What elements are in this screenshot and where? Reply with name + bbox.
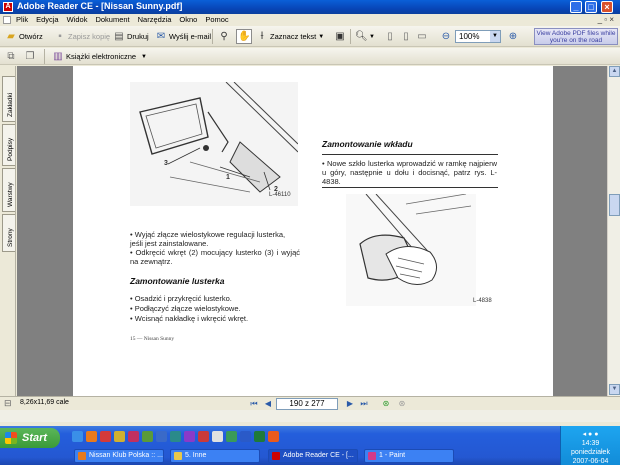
callout-1: 1 — [226, 174, 230, 181]
horizontal-scrollbar[interactable] — [0, 410, 620, 422]
go-back-button[interactable] — [380, 398, 392, 409]
close-icon: × — [604, 2, 610, 12]
zoom-field[interactable] — [455, 30, 501, 43]
snapshot-button[interactable] — [334, 29, 346, 44]
go-forward-button[interactable] — [396, 398, 408, 409]
zoom-in-button[interactable] — [507, 29, 519, 44]
hand-icon: ✋ — [238, 30, 251, 42]
maximize-button[interactable] — [585, 1, 597, 13]
fit-page-icon: ▯ — [403, 30, 409, 42]
minimize-button[interactable] — [570, 1, 582, 13]
toolbar-divider — [44, 49, 45, 64]
title-bar — [0, 0, 620, 14]
status-bar — [0, 396, 620, 410]
app-icon[interactable] — [170, 431, 181, 442]
menu-widok[interactable]: Widok — [66, 15, 88, 24]
fit-page-button[interactable] — [400, 29, 412, 44]
maximize-icon: □ — [588, 2, 594, 12]
right-heading: Zamontowanie wkładu — [322, 139, 413, 149]
app-icon[interactable] — [198, 431, 209, 442]
mirror-drawing — [130, 82, 298, 206]
tab-zakladki[interactable]: Zakładki — [2, 76, 15, 122]
close-document-button[interactable]: _ ▫ × — [597, 15, 614, 24]
camera-icon: ▣ — [335, 30, 345, 42]
previous-page-icon: ◀ — [264, 399, 272, 408]
chevron-down-icon[interactable]: ▼ — [490, 31, 500, 42]
menu-plik[interactable]: Plik — [16, 15, 29, 24]
email-button[interactable] — [155, 29, 211, 44]
ie-icon[interactable] — [72, 431, 83, 442]
printer-icon: ▤ — [114, 30, 124, 42]
ebooks-label: Książki elektroniczne — [66, 52, 137, 61]
excel-icon[interactable] — [254, 431, 265, 442]
save-copy-button[interactable] — [54, 29, 110, 44]
left-paragraph-1: • Wyjąć złącze wielostykowe regulacji lusterka, jeśli jest zainstalowane. — [130, 230, 286, 248]
pages-icon: ⧉ — [7, 50, 15, 62]
chevron-down-icon[interactable]: ▼ — [141, 53, 147, 60]
document-icon[interactable] — [3, 16, 11, 24]
email-label: Wyślij e-mail — [169, 32, 212, 41]
menu-dokument[interactable]: Dokument — [95, 15, 130, 24]
app-icon[interactable] — [184, 431, 195, 442]
task-label: 5. Inne — [185, 452, 207, 459]
zoom-magnifier-icon: 🔍︎ — [355, 30, 368, 42]
list-item: • Podłączyć złącze wielostykowe. — [130, 304, 241, 313]
paint-icon — [368, 452, 376, 460]
back-arrow-icon: ⊛ — [382, 399, 390, 408]
fit-width-icon: ▭ — [417, 30, 427, 42]
task-adobe-reader[interactable] — [268, 449, 358, 463]
mirror-illustration — [130, 82, 298, 206]
pdf-page — [73, 66, 553, 396]
hand-drawing — [346, 194, 476, 306]
zoom-in-icon: ⊕ — [508, 30, 518, 42]
list-item: • Osadzić i przykręcić lusterko. — [130, 294, 232, 303]
zoom-out-button[interactable] — [440, 29, 452, 44]
actual-size-button[interactable] — [384, 29, 396, 44]
menu-narzedzia[interactable]: Narzędzia — [137, 15, 172, 24]
figure-caption-1: L-46110 — [269, 192, 291, 198]
firefox-icon[interactable] — [86, 431, 97, 442]
search-button[interactable] — [218, 29, 230, 44]
print-button[interactable] — [113, 29, 149, 44]
list-item: • Wcisnąć nakładkę i wkręcić wkręt. — [130, 314, 249, 323]
page-number-field[interactable]: 190 z 277 — [276, 398, 338, 410]
callout-3: 3 — [164, 160, 168, 167]
menu-pomoc[interactable]: Pomoc — [205, 15, 229, 24]
task-paint[interactable] — [364, 449, 454, 463]
text-cursor-icon: Ɨ — [260, 30, 264, 42]
toolbar-divider — [350, 29, 351, 44]
zoom-value: 100% — [459, 32, 480, 41]
page-footer: 15 — Nissan Sunny — [130, 336, 175, 342]
scroll-down-icon[interactable]: ▼ — [609, 384, 620, 395]
ebook-icon: ▥ — [53, 50, 63, 62]
hand-tool-button[interactable] — [236, 29, 252, 44]
word-icon[interactable] — [240, 431, 251, 442]
chevron-down-icon[interactable]: ▼ — [318, 33, 325, 40]
taskbar — [0, 426, 620, 465]
tab-strony[interactable]: Strony — [2, 214, 15, 252]
task-inne[interactable] — [170, 449, 260, 463]
save-copy-label: Zapisz kopię — [68, 32, 111, 41]
menu-okno[interactable]: Okno — [179, 15, 198, 24]
zoom-out-icon: ⊖ — [441, 30, 451, 42]
email-icon: ✉ — [156, 30, 166, 42]
tab-warstwy[interactable]: Warstwy — [2, 168, 15, 212]
task-label: 1 - Paint — [379, 452, 406, 459]
windows-flag-icon — [5, 432, 17, 444]
clock-time[interactable]: 14:39 — [581, 440, 600, 447]
media-icon[interactable] — [100, 431, 111, 442]
folder-icon[interactable] — [114, 431, 125, 442]
tab-podpisy[interactable]: Podpisy — [2, 124, 15, 166]
close-button[interactable] — [601, 1, 613, 13]
adobe-reader-icon — [272, 452, 280, 460]
start-button[interactable] — [0, 428, 60, 448]
adobe-ad-banner[interactable]: View Adobe PDF files while you're on the road — [534, 28, 618, 45]
folder-icon — [174, 452, 182, 460]
browser-icon — [78, 452, 86, 460]
select-text-label: Zaznacz tekst — [270, 32, 317, 41]
minimize-icon: _ — [573, 2, 579, 12]
document-view[interactable] — [17, 66, 607, 396]
next-page-button[interactable] — [344, 398, 356, 409]
main-toolbar — [0, 26, 620, 47]
task-nissan-klub[interactable] — [74, 449, 164, 463]
mirror-glass-illustration — [346, 194, 476, 306]
ebooks-button[interactable] — [52, 49, 147, 64]
acrobat-icon[interactable] — [128, 431, 139, 442]
page-icon: ▯ — [387, 30, 393, 42]
folder-open-icon: ▰ — [7, 30, 15, 42]
copy-button[interactable] — [24, 49, 36, 64]
app-icon[interactable] — [268, 431, 279, 442]
system-tray — [560, 426, 620, 465]
save-icon: ▪ — [58, 30, 62, 42]
page-size: 8,26x11,69 cale — [20, 399, 69, 406]
clock-date: 2007-06-04 — [572, 458, 609, 465]
forward-arrow-icon: ⊛ — [398, 399, 406, 408]
secondary-toolbar — [0, 48, 620, 65]
start-label: Start — [22, 432, 48, 444]
scroll-thumb[interactable] — [609, 194, 620, 216]
task-label: Nissan Klub Polska :: ... — [89, 452, 163, 459]
scroll-up-icon[interactable]: ▲ — [609, 66, 620, 77]
navigation-pane — [0, 66, 16, 396]
right-paragraph: • Nowe szkło lusterka wprowadzić w ramkę najpierw u góry, następnie u dołu i docisnąć, patrz rys. L-4838. — [322, 159, 497, 186]
next-page-icon: ▶ — [346, 399, 354, 408]
first-page-icon: ⏮ — [250, 399, 258, 408]
fit-width-button[interactable] — [416, 29, 428, 44]
app-icon[interactable] — [226, 431, 237, 442]
binoculars-icon: ⚲ — [220, 30, 228, 42]
menu-bar — [0, 14, 620, 26]
left-heading: Zamontowanie lusterka — [130, 276, 225, 286]
zoom-button[interactable] — [355, 29, 375, 44]
copy-icon: ❐ — [25, 50, 35, 62]
last-page-icon: ⏭ — [360, 399, 368, 408]
callout-2: 2 — [274, 186, 278, 193]
info-icon: ⊟ — [4, 398, 12, 408]
app-icon[interactable] — [212, 431, 223, 442]
clock-day: poniedziałek — [571, 449, 610, 456]
chevron-down-icon[interactable]: ▼ — [369, 33, 375, 40]
divider — [322, 154, 498, 155]
open-button[interactable] — [5, 29, 43, 44]
window-title: Adobe Reader CE - [Nissan Sunny.pdf] — [17, 1, 183, 11]
first-page-button[interactable] — [248, 398, 260, 409]
print-label: Drukuj — [127, 32, 149, 41]
vertical-scrollbar[interactable] — [607, 66, 620, 408]
divider — [322, 187, 498, 188]
tray-icons[interactable]: ◂ ● ● — [582, 431, 599, 438]
previous-page-button[interactable] — [262, 398, 274, 409]
left-paragraph-2: • Odkręcić wkręt (2) mocujący lusterko (3) i wyjąć na zewnątrz. — [130, 248, 300, 266]
last-page-button[interactable] — [358, 398, 370, 409]
task-label: Adobe Reader CE - [... — [283, 452, 354, 459]
figure-caption-2: L-4838 — [473, 298, 492, 304]
app-icon[interactable] — [156, 431, 167, 442]
open-label: Otwórz — [19, 32, 43, 41]
app-icon[interactable] — [142, 431, 153, 442]
adobe-reader-icon: A — [3, 2, 13, 12]
menu-edycja[interactable]: Edycja — [36, 15, 59, 24]
toolbar-divider — [212, 29, 213, 44]
select-text-button[interactable] — [256, 29, 324, 44]
pages-button[interactable] — [5, 49, 17, 64]
